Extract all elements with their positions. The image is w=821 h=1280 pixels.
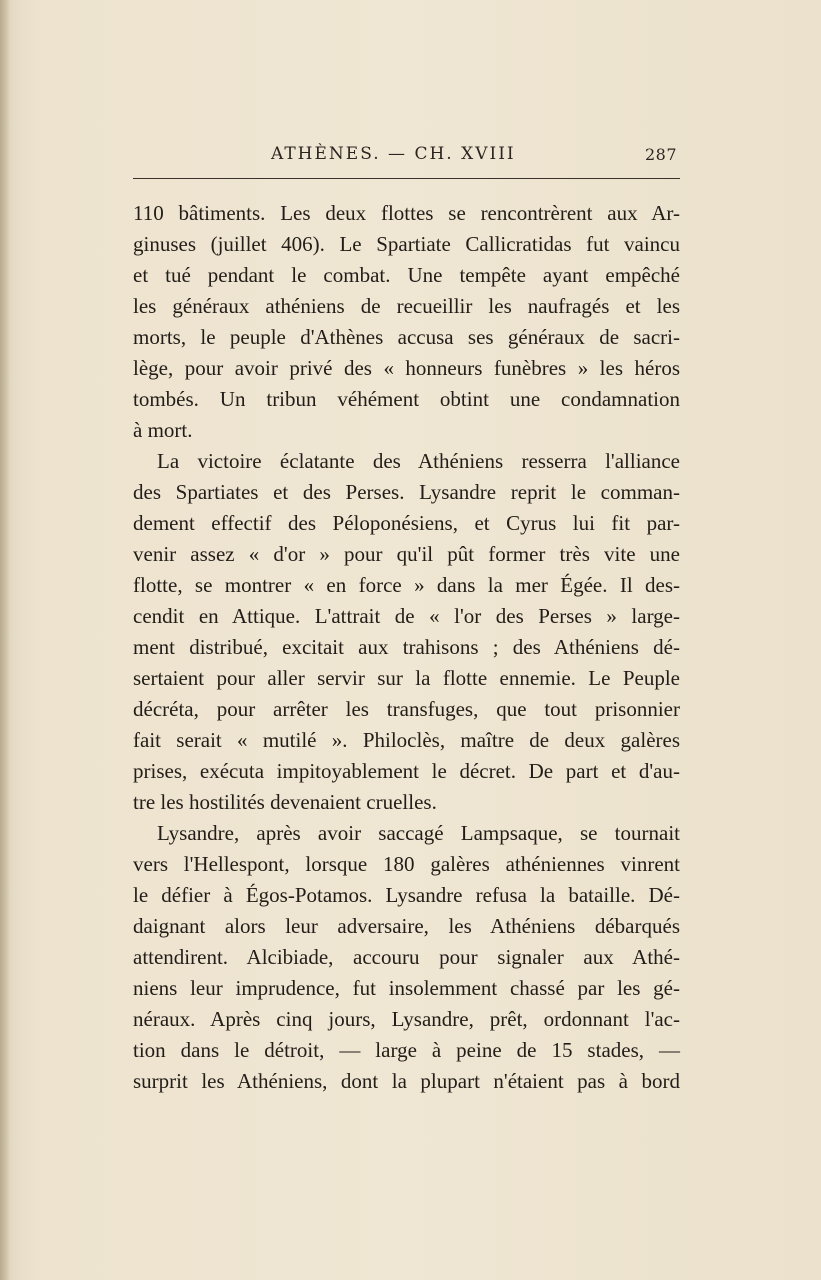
header-rule <box>133 178 680 179</box>
text-line: ginuses (juillet 406). Le Spartiate Callicratidas fut vaincu <box>133 232 680 256</box>
body-text <box>133 198 680 1097</box>
text-line: dement effectif des Péloponésiens, et Cyrus lui fit par- <box>133 511 680 535</box>
text-line: ment distribué, excitait aux trahisons ; des Athéniens dé- <box>133 635 680 659</box>
text-line: attendirent. Alcibiade, accouru pour signaler aux Athé- <box>133 945 680 969</box>
page-header <box>133 142 679 170</box>
text-line: tion dans le détroit, — large à peine de 15 stades, — <box>133 1038 680 1062</box>
running-title: ATHÈNES. — CH. XVIII <box>271 144 516 164</box>
text-line: Lysandre, après avoir saccagé Lampsaque, se tournait <box>157 821 680 845</box>
text-line: cendit en Attique. L'attrait de « l'or des Perses » large- <box>133 604 680 628</box>
text-line: niens leur imprudence, fut insolemment chassé par les gé- <box>133 976 680 1000</box>
text-line: venir assez « d'or » pour qu'il pût former très vite une <box>133 542 680 566</box>
page-number: 287 <box>644 145 677 164</box>
text-line: morts, le peuple d'Athènes accusa ses généraux de sacri- <box>133 325 680 349</box>
text-line: tre les hostilités devenaient cruelles. <box>133 790 437 814</box>
text-line: décréta, pour arrêter les transfuges, que tout prisonnier <box>133 697 680 721</box>
text-line: daignant alors leur adversaire, les Athéniens débarqués <box>133 914 680 938</box>
text-line: tombés. Un tribun véhément obtint une condamnation <box>133 387 680 411</box>
text-line: néraux. Après cinq jours, Lysandre, prêt, ordonnant l'ac- <box>133 1007 680 1031</box>
text-line: les généraux athéniens de recueillir les naufragés et les <box>133 294 680 318</box>
text-line: lège, pour avoir privé des « honneurs funèbres » les héros <box>133 356 680 380</box>
text-line: des Spartiates et des Perses. Lysandre reprit le comman- <box>133 480 680 504</box>
text-line: sertaient pour aller servir sur la flotte ennemie. Le Peuple <box>133 666 680 690</box>
text-line: La victoire éclatante des Athéniens resserra l'alliance <box>157 449 680 473</box>
text-line: le défier à Égos-Potamos. Lysandre refusa la bataille. Dé- <box>133 883 680 907</box>
text-line: et tué pendant le combat. Une tempête ayant empêché <box>133 263 680 287</box>
text-line: à mort. <box>133 418 193 442</box>
text-line: surprit les Athéniens, dont la plupart n'étaient pas à bord <box>133 1069 680 1093</box>
text-line: fait serait « mutilé ». Philoclès, maître de deux galères <box>133 728 680 752</box>
text-line: vers l'Hellespont, lorsque 180 galères athéniennes vinrent <box>133 852 680 876</box>
spine-shadow <box>0 0 10 1280</box>
text-line: 110 bâtiments. Les deux flottes se rencontrèrent aux Ar- <box>133 201 680 225</box>
text-line: prises, exécuta impitoyablement le décret. De part et d'au- <box>133 759 680 783</box>
text-line: flotte, se montrer « en force » dans la mer Égée. Il des- <box>133 573 680 597</box>
